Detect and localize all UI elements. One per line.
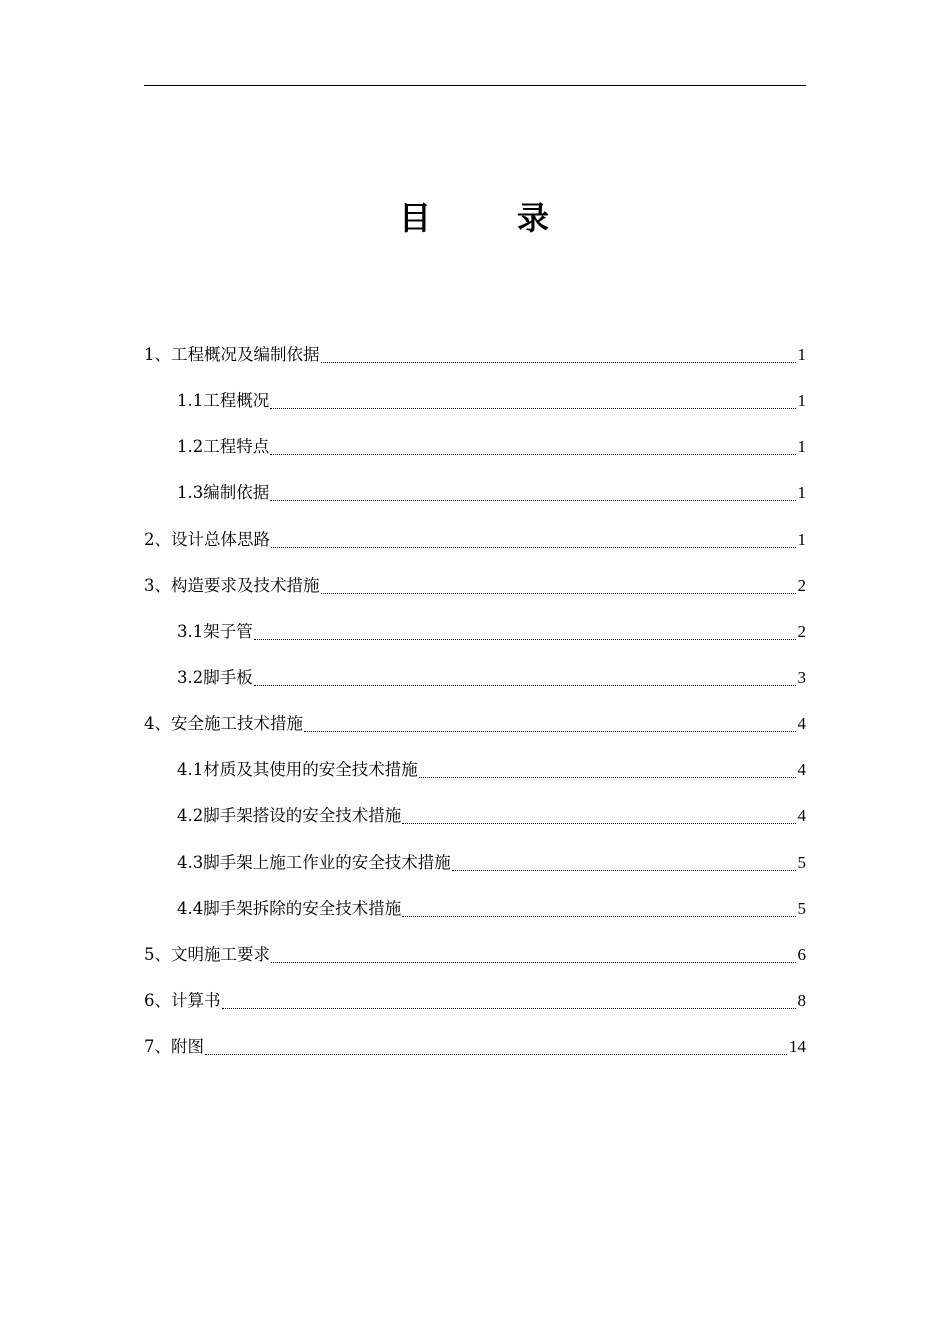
toc-entry[interactable] — [144, 378, 806, 424]
toc-title-char-1: 目 — [398, 199, 433, 237]
toc-page-number: 6 — [797, 944, 806, 964]
toc-page-number: 1 — [797, 529, 806, 549]
toc-dot-leader — [205, 1053, 787, 1055]
toc-entry[interactable] — [144, 332, 806, 378]
toc-dot-leader — [270, 453, 795, 455]
toc-entry-text: 4.4脚手架拆除的安全技术措施 — [177, 898, 402, 918]
toc-entry-text: 6、计算书 — [144, 990, 221, 1010]
toc-entry-text: 1.3编制依据 — [177, 483, 270, 503]
toc-entry[interactable] — [144, 563, 806, 609]
toc-entry[interactable] — [144, 840, 806, 886]
toc-entry[interactable] — [144, 932, 806, 978]
toc-dot-leader — [452, 869, 796, 871]
toc-dot-leader — [270, 407, 795, 409]
toc-page-number: 4 — [797, 760, 806, 780]
toc-entry-text: 4.2脚手架搭设的安全技术措施 — [177, 806, 402, 826]
toc-entry-text: 3、构造要求及技术措施 — [144, 575, 320, 595]
toc-dot-leader — [321, 361, 796, 363]
toc-entry-text: 1、工程概况及编制依据 — [144, 345, 320, 364]
toc-dot-leader — [254, 684, 796, 686]
toc-page-number: 3 — [797, 667, 806, 687]
toc-page-number: 8 — [797, 990, 806, 1010]
toc-title — [0, 190, 950, 246]
toc-entry[interactable] — [144, 470, 806, 516]
toc-entry[interactable] — [144, 655, 806, 701]
toc-entry-text: 3.1架子管 — [177, 621, 253, 641]
toc-page-number: 5 — [797, 852, 806, 872]
toc-entry-text: 1.2工程特点 — [177, 437, 270, 457]
toc-entry[interactable] — [144, 701, 806, 747]
table-of-contents — [144, 332, 806, 1070]
toc-entry[interactable] — [144, 424, 806, 470]
toc-entry-text: 4.3脚手架上施工作业的安全技术措施 — [177, 852, 451, 872]
toc-entry[interactable] — [144, 978, 806, 1024]
toc-page-number: 1 — [797, 483, 806, 503]
toc-dot-leader — [304, 730, 796, 732]
toc-entry-text: 1.1工程概况 — [177, 391, 270, 411]
toc-entry[interactable] — [144, 609, 806, 655]
toc-dot-leader — [321, 592, 796, 594]
toc-page-number: 1 — [797, 437, 806, 457]
toc-dot-leader — [402, 822, 795, 824]
toc-page-number: 4 — [797, 714, 806, 734]
toc-dot-leader — [222, 1007, 796, 1009]
toc-entry-text: 5、文明施工要求 — [144, 944, 270, 964]
toc-page-number: 4 — [797, 806, 806, 826]
toc-entry-text: 4.1材质及其使用的安全技术措施 — [177, 760, 418, 780]
header-rule — [144, 85, 806, 86]
toc-entry-text: 4、安全施工技术措施 — [144, 714, 303, 734]
toc-dot-leader — [271, 961, 796, 963]
toc-page-number: 1 — [797, 345, 806, 364]
toc-dot-leader — [254, 638, 796, 640]
toc-entry-text: 3.2脚手板 — [177, 667, 253, 687]
toc-entry[interactable] — [144, 793, 806, 839]
toc-dot-leader — [270, 499, 795, 501]
toc-dot-leader — [419, 776, 796, 778]
toc-page-number: 14 — [789, 1037, 806, 1057]
toc-entry[interactable] — [144, 1024, 806, 1070]
toc-entry-text: 2、设计总体思路 — [144, 529, 270, 549]
toc-title-char-2: 录 — [517, 199, 552, 237]
toc-dot-leader — [271, 546, 796, 548]
toc-entry-text: 7、附图 — [144, 1037, 204, 1057]
toc-page-number: 1 — [797, 391, 806, 411]
toc-page-number: 5 — [797, 898, 806, 918]
toc-entry[interactable] — [144, 517, 806, 563]
toc-page-number: 2 — [797, 575, 806, 595]
toc-page-number: 2 — [797, 621, 806, 641]
toc-dot-leader — [402, 915, 795, 917]
toc-entry[interactable] — [144, 886, 806, 932]
toc-entry[interactable] — [144, 747, 806, 793]
